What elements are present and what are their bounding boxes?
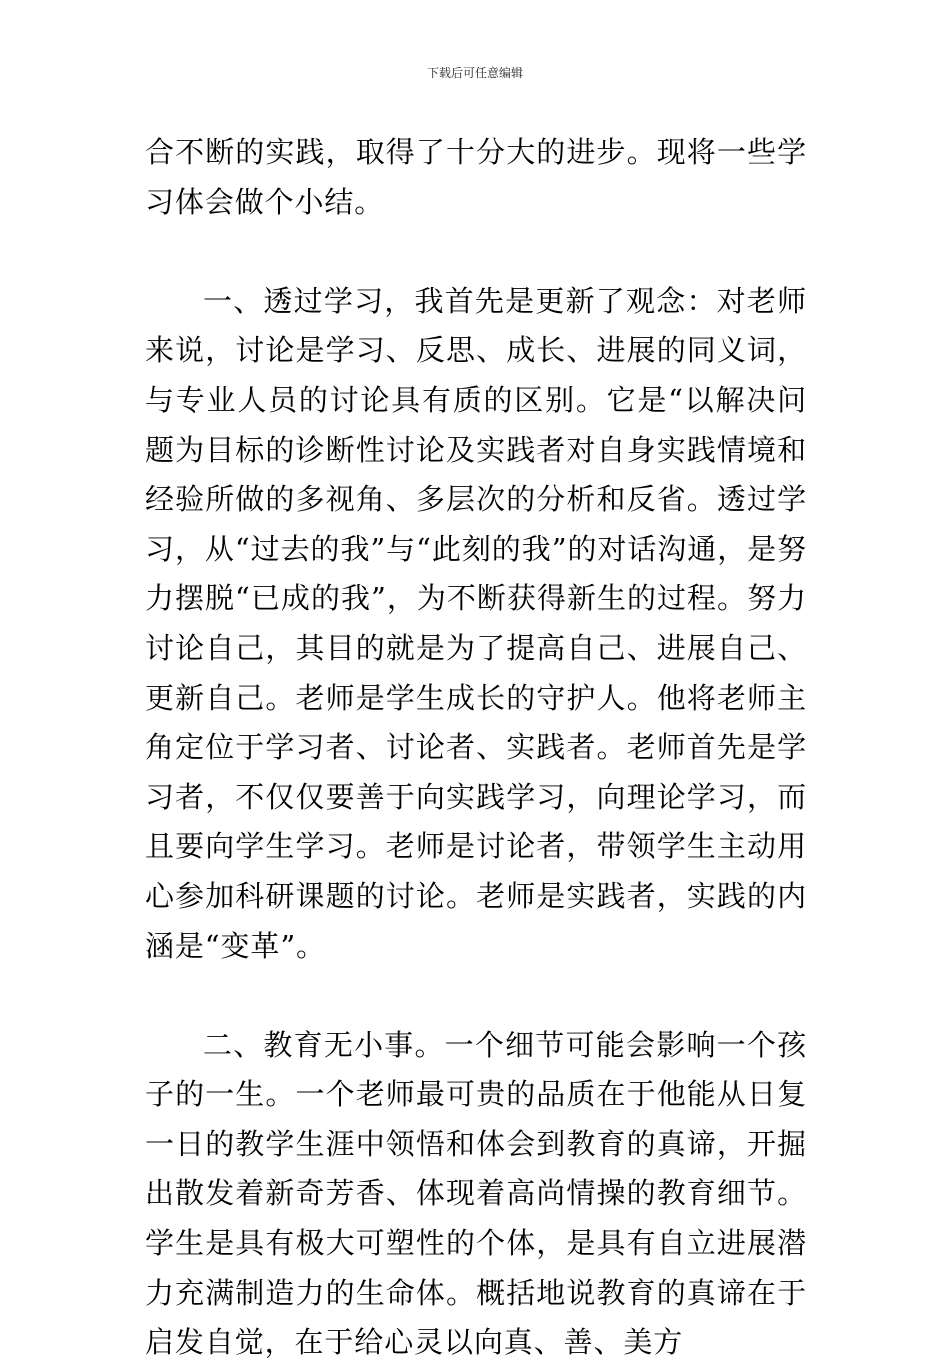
header-note: 下载后可任意编辑 [426,66,523,80]
paragraph-section-one: 一、透过学习，我首先是更新了观念：对老师来说，讨论是学习、反思、成长、进展的同义词，与专业人员的讨论具有质的区别。它是“以解决问题为目标的诊断性讨论及实践者对自身实践情境和经验所做的多视角、多层次的分析和反省。透过学习，从“过去的我”与“此刻的我”的对话沟通，是努力摆脱“已成的我”，为不断获得新生的过程。努力讨论自己，其目的就是为了提高自己、进展自己、更新自己。老师是学生成长的守护人。他将老师主角定位于学习者、讨论者、实践者。老师首先是学习者，不仅仅要善于向实践学习，向理论学习，而且要向学生学习。老师是讨论者，带领学生主动用心参加科研课题的讨论。老师是实践者，实践的内涵是“变革”。 [145,283,807,963]
document-body [145,128,807,1368]
paragraph-section-two: 二、教育无小事。一个细节可能会影响一个孩子的一生。一个老师最可贵的品质在于他能从日复一日的教学生涯中领悟和体会到教育的真谛，开掘出散发着新奇芳香、体现着高尚情操的教育细节。学生是具有极大可塑性的个体，是具有自立进展潜力充满制造力的生命体。概括地说教育的真谛在于启发自觉，在于给心灵以向真、善、美方 [145,1027,807,1360]
paragraph-continuation: 合不断的实践，取得了十分大的进步。现将一些学习体会做个小结。 [145,135,807,219]
